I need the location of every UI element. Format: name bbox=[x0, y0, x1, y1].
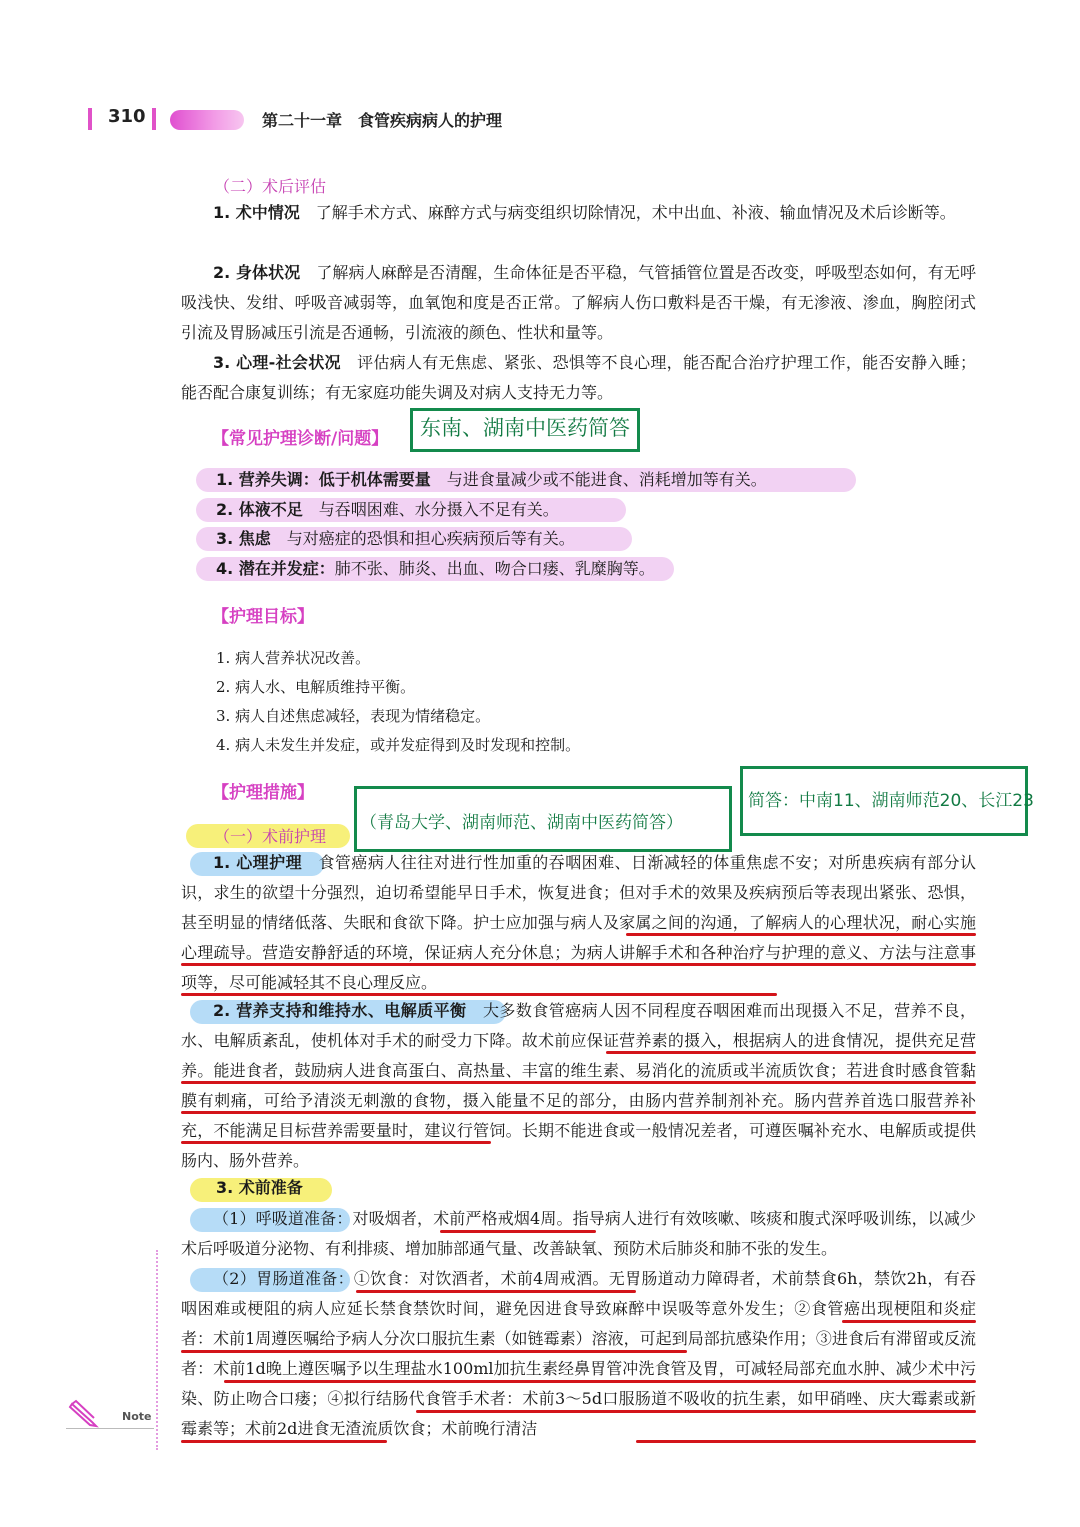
gi-paragraph: （2）胃肠道准备：①饮食：对饮酒者，术前4周戒酒。无胃肠道动力障碍者，术前禁食6h，禁饮2h，有吞咽困难或梗阻的病人应延长禁食禁饮时间，避免因进食导致麻醉中误吸等意外发生；②食管癌出现梗阻和炎症者：术前1周遵医嘱给予病人分次口服抗生素（如链霉素）溶液，可起到局部抗感染作用；③进食后有滞留或反流者：术前1d晚上遵医嘱予以生理盐水100ml加抗生素经鼻胃管冲洗食管及胃，可减轻局部充血水肿、减少术中污染、防止吻合口瘘；④拟行结肠代食管手术者：术前3～5d口服肠道不吸收的抗生素，如甲硝唑、庆大霉素或新霉素等；术前2d进食无渣流质饮食；术前晚行清洁 bbox=[181, 1269, 976, 1438]
underline-psych-2 bbox=[181, 963, 976, 966]
diagnosis-title: 【常见护理诊断/问题】 bbox=[212, 429, 389, 449]
postop-item-2: 2. 身体状况 了解病人麻醉是否清醒，生命体征是否平稳，气管插管位置是否改变，呼吸型态如何，有无呼吸浅快、发绀、呼吸音减弱等，血氧饱和度是否正常。了解病人伤口敷料是否干燥，有无渗液、渗血，胸腔闭式引流及胃肠减压引流是否通畅，引流液的颜色、性状和量等。 bbox=[181, 263, 976, 342]
underline-gi-6 bbox=[181, 1440, 387, 1443]
resp-paragraph: （1）呼吸道准备：对吸烟者，术前严格戒烟4周。指导病人进行有效咳嗽、咳痰和腹式深呼吸训练，以减少术后呼吸道分泌物、有利排痰、增加肺部通气量、改善缺氧、预防术后肺炎和肺不张的发生。 bbox=[181, 1209, 976, 1258]
margin-dotted-line bbox=[156, 1250, 158, 1450]
handwritten-note-2: （青岛大学、湖南师范、湖南中医药简答） bbox=[360, 813, 683, 833]
handwritten-note-1: 东南、湖南中医药简答 bbox=[420, 416, 630, 440]
underline-gi-4 bbox=[224, 1380, 976, 1383]
underline-gi-1 bbox=[356, 1290, 636, 1293]
underline-nutrition-1 bbox=[606, 1051, 976, 1054]
pencil-icon bbox=[66, 1398, 106, 1428]
nutrition-paragraph: 2. 营养支持和维持水、电解质平衡 大多数食管癌病人因不同程度吞咽困难而出现摄入不足，营养不良，水、电解质紊乱，使机体对手术的耐受力下降。故术前应保证营养素的摄入，根据病人的进食情况，提供充足营养。能进食者，鼓励病人进食高蛋白、高热量、丰富的维生素、易消化的流质或半流质饮食；若进食时感食管黏膜有刺痛，可给予清淡无刺激的食物，摄入能量不足的部分，由肠内营养制剂补充。肠内营养首选口服营养补充，不能满足目标营养需要量时，建议行管饲。长期不能进食或一般情况差者，可遵医嘱补充水、电解质或提供肠内、肠外营养。 bbox=[181, 1001, 976, 1170]
goals-title: 【护理目标】 bbox=[212, 607, 314, 627]
header-left-bar bbox=[88, 108, 92, 130]
underline-gi-5 bbox=[416, 1410, 976, 1413]
underline-psych-1 bbox=[626, 933, 976, 936]
psych-paragraph: 1. 心理护理 食管癌病人往往对进行性加重的吞咽困难、日渐减轻的体重焦虑不安；对所患疾病有部分认识，求生的欲望十分强烈，迫切希望能早日手术，恢复进食；但对手术的效果及疾病预后等表现出紧张、恐惧，甚至明显的情绪低落、失眠和食欲下降。护士应加强与病人及家属之间的沟通，了解病人的心理状况，耐心实施心理疏导。营造安静舒适的环境，保证病人充分休息；为病人讲解手术和各种治疗与护理的意义、方法与注意事项等，尽可能减轻其不良心理反应。 bbox=[181, 853, 976, 992]
header-divider-bar bbox=[152, 108, 156, 130]
underline-nutrition-3 bbox=[181, 1111, 976, 1114]
page-header bbox=[0, 104, 1080, 134]
underline-nutrition-2 bbox=[181, 1081, 976, 1084]
handwritten-note-3: 简答：中南11、湖南师范20、长江23 bbox=[748, 791, 1034, 811]
goal-item-2: 2. 病人水、电解质维持平衡。 bbox=[216, 678, 416, 696]
underline-resp bbox=[440, 1230, 596, 1233]
goal-item-3: 3. 病人自述焦虑减轻，表现为情绪稳定。 bbox=[216, 707, 491, 725]
chapter-title: 第二十一章 食管疾病病人的护理 bbox=[262, 111, 503, 130]
preop-title: （一）术前护理 bbox=[214, 827, 327, 846]
measures-title: 【护理措施】 bbox=[212, 783, 314, 803]
header-decorative-pill bbox=[170, 110, 244, 130]
postop-item-1: 1. 术中情况 了解手术方式、麻醉方式与病变组织切除情况，术中出血、补液、输血情况及术后诊断等。 bbox=[213, 203, 956, 222]
diagnosis-item-1: 1. 营养失调：低于机体需要量 与进食量减少或不能进食、消耗增加等有关。 bbox=[216, 470, 767, 489]
diagnosis-item-4: 4. 潜在并发症：肺不张、肺炎、出血、吻合口瘘、乳糜胸等。 bbox=[216, 559, 655, 578]
postop-title: （二）术后评估 bbox=[214, 177, 327, 196]
diagnosis-item-2: 2. 体液不足 与吞咽困难、水分摄入不足有关。 bbox=[216, 500, 559, 519]
goal-item-4: 4. 病人未发生并发症，或并发症得到及时发现和控制。 bbox=[216, 736, 581, 754]
postop-item-3: 3. 心理-社会状况 评估病人有无焦虑、紧张、恐惧等不良心理，能否配合治疗护理工作，能否安静入睡；能否配合康复训练；有无家庭功能失调及对病人支持无力等。 bbox=[181, 353, 976, 402]
note-marker bbox=[66, 1398, 156, 1438]
goal-item-1: 1. 病人营养状况改善。 bbox=[216, 649, 371, 667]
underline-nutrition-4 bbox=[181, 1141, 491, 1144]
prep-title: 3. 术前准备 bbox=[216, 1178, 303, 1197]
page-number: 310 bbox=[108, 106, 146, 127]
underline-gi-2 bbox=[842, 1320, 976, 1323]
underline-gi-7 bbox=[636, 1440, 976, 1443]
underline-gi-3 bbox=[181, 1350, 687, 1353]
note-rule bbox=[66, 1428, 154, 1429]
diagnosis-item-3: 3. 焦虑 与对癌症的恐惧和担心疾病预后等有关。 bbox=[216, 529, 575, 548]
note-label: Note bbox=[122, 1410, 152, 1423]
